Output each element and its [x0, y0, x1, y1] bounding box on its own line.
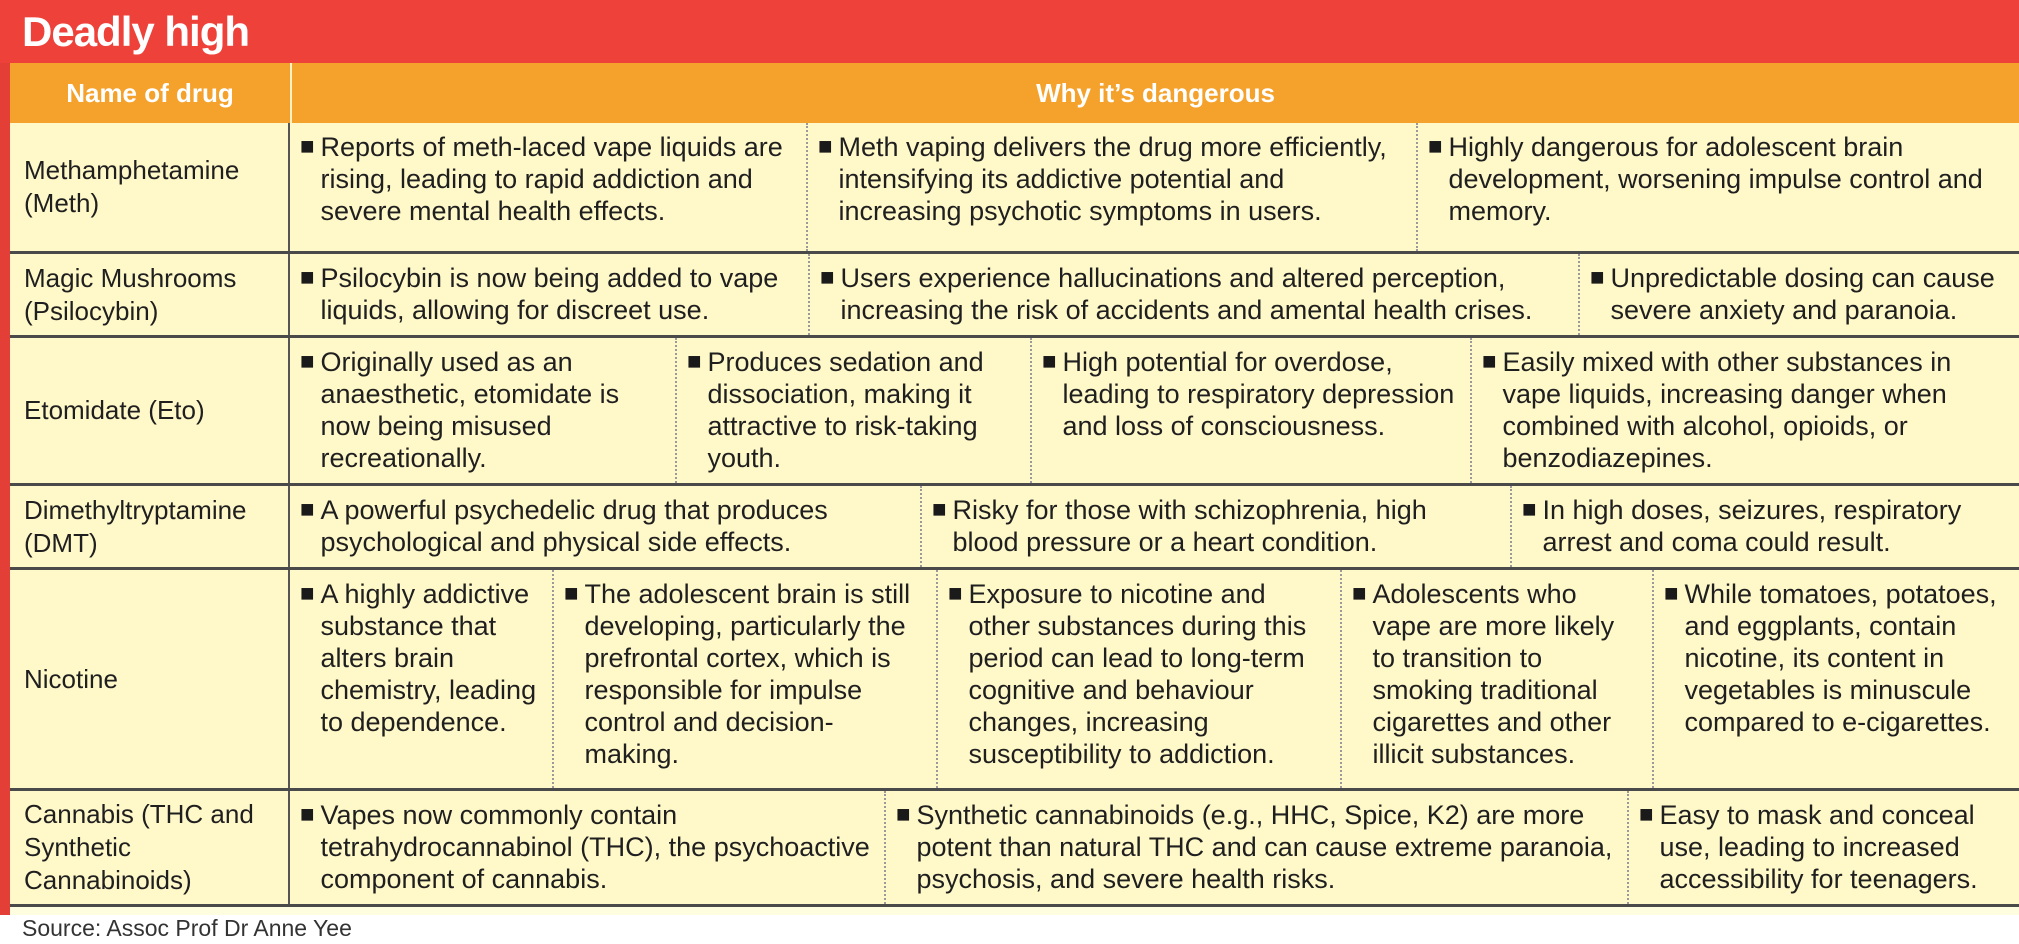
- reason-cell: [938, 570, 1342, 788]
- reason-cell: [1472, 338, 2019, 483]
- bullet-icon: ■: [1352, 580, 1367, 607]
- reason-cell: [808, 123, 1418, 251]
- reason-cell: [677, 338, 1032, 483]
- reason-text: Adolescents who vape are more likely to transition to smoking traditional cigarettes and other illicit substances.: [1372, 579, 1615, 769]
- reason-cells: [290, 338, 2019, 483]
- title-bar: [0, 0, 2019, 63]
- bullet-icon: ■: [896, 801, 911, 828]
- reason-cell: [1580, 254, 2019, 335]
- bullet-icon: ■: [820, 264, 835, 291]
- table-row: [10, 791, 2019, 907]
- reason-cell: [1654, 570, 2019, 788]
- reason-text: Easily mixed with other substances in vape liquids, increasing danger when combined with alcohol, opioids, or benzodiazepines.: [1502, 347, 1952, 473]
- reason-cell: [554, 570, 938, 788]
- reason-text: Originally used as an anaesthetic, etomidate is now being misused recreationally.: [320, 347, 620, 473]
- table-row: [10, 338, 2019, 486]
- reason-text: Psilocybin is now being added to vape liquids, allowing for discreet use.: [320, 263, 779, 325]
- reason-text: In high doses, seizures, respiratory arrest and coma could result.: [1542, 495, 1962, 557]
- bullet-icon: ■: [1428, 133, 1443, 160]
- reason-cell: [1629, 791, 2019, 904]
- reason-cells: [290, 791, 2019, 904]
- bullet-icon: ■: [564, 580, 579, 607]
- table-row: [10, 570, 2019, 791]
- bullet-icon: ■: [300, 133, 315, 160]
- drug-name: Dimethyltryptamine (DMT): [10, 486, 290, 567]
- bullet-icon: ■: [300, 348, 315, 375]
- reason-cell: [1512, 486, 2019, 567]
- header-drug-name: Name of drug: [10, 63, 292, 123]
- table-header: [10, 63, 2019, 123]
- reason-cells: [290, 123, 2019, 251]
- reason-text: Risky for those with schizophrenia, high blood pressure or a heart condition.: [952, 495, 1427, 557]
- bullet-icon: ■: [300, 496, 315, 523]
- reason-cell: [290, 570, 554, 788]
- reason-cells: [290, 570, 2019, 788]
- source-credit: Source: Assoc Prof Dr Anne Yee: [22, 915, 352, 941]
- drug-name: Magic Mushrooms (Psilocybin): [10, 254, 290, 335]
- bullet-icon: ■: [1639, 801, 1654, 828]
- drug-name: Methamphetamine (Meth): [10, 123, 290, 251]
- left-accent-bar: [0, 0, 10, 915]
- bullet-icon: ■: [948, 580, 963, 607]
- table-row: [10, 254, 2019, 338]
- bullet-icon: ■: [300, 580, 315, 607]
- reason-text: A highly addictive substance that alters brain chemistry, leading to dependence.: [320, 579, 537, 737]
- header-why-dangerous: Why it’s dangerous: [1036, 77, 1275, 108]
- reason-cell: [1342, 570, 1654, 788]
- reason-text: Users experience hallucinations and altered perception, increasing the risk of accidents and amental health crises.: [840, 263, 1533, 325]
- reason-text: Meth vaping delivers the drug more efficiently, intensifying its addictive potential and increasing psychotic symptoms in users.: [838, 132, 1387, 226]
- reason-text: Easy to mask and conceal use, leading to increased accessibility for teenagers.: [1659, 800, 1978, 894]
- table-row: [10, 486, 2019, 570]
- bullet-icon: ■: [1664, 580, 1679, 607]
- drug-name: Nicotine: [10, 570, 290, 788]
- reason-text: While tomatoes, potatoes, and eggplants, contain nicotine, its content in vegetables is minuscule compared to e-cigarettes.: [1684, 579, 1997, 737]
- reason-cell: [1032, 338, 1472, 483]
- page-title: Deadly high: [22, 7, 250, 55]
- bullet-icon: ■: [300, 264, 315, 291]
- reason-text: Produces sedation and dissociation, making it attractive to risk-taking youth.: [707, 347, 984, 473]
- bullet-icon: ■: [1590, 264, 1605, 291]
- drug-name: Cannabis (THC and Synthetic Cannabinoids): [10, 791, 290, 904]
- table-row: [10, 123, 2019, 254]
- bullet-icon: ■: [300, 801, 315, 828]
- reason-text: Reports of meth-laced vape liquids are rising, leading to rapid addiction and severe mental health effects.: [320, 132, 783, 226]
- reason-text: Vapes now commonly contain tetrahydrocannabinol (THC), the psychoactive component of cannabis.: [320, 800, 870, 894]
- reason-cell: [922, 486, 1512, 567]
- reason-text: Unpredictable dosing can cause severe anxiety and paranoia.: [1610, 263, 1995, 325]
- reason-cell: [290, 254, 810, 335]
- reason-cell: [290, 486, 922, 567]
- bullet-icon: ■: [932, 496, 947, 523]
- drug-name: Etomidate (Eto): [10, 338, 290, 483]
- reason-text: Synthetic cannabinoids (e.g., HHC, Spice, K2) are more potent than natural THC and can cause extreme paranoia, psychosis, and severe health risks.: [916, 800, 1613, 894]
- reason-text: A powerful psychedelic drug that produces psychological and physical side effects.: [320, 495, 828, 557]
- reason-cells: [290, 486, 2019, 567]
- reason-cell: [290, 338, 677, 483]
- bullet-icon: ■: [818, 133, 833, 160]
- reason-text: The adolescent brain is still developing, particularly the prefrontal cortex, which is responsible for impulse control and decision-making.: [584, 579, 911, 769]
- reason-text: High potential for overdose, leading to respiratory depression and loss of consciousness.: [1062, 347, 1455, 441]
- reason-text: Exposure to nicotine and other substances during this period can lead to long-term cognitive and behaviour changes, increasing susceptibility to addiction.: [968, 579, 1307, 769]
- drug-table: [10, 123, 2019, 907]
- reason-cell: [1418, 123, 2019, 251]
- bullet-icon: ■: [687, 348, 702, 375]
- reason-cell: [290, 123, 808, 251]
- reason-cells: [290, 254, 2019, 335]
- reason-cell: [886, 791, 1629, 904]
- bullet-icon: ■: [1482, 348, 1497, 375]
- bullet-icon: ■: [1522, 496, 1537, 523]
- reason-cell: [290, 791, 886, 904]
- bullet-icon: ■: [1042, 348, 1057, 375]
- reason-text: Highly dangerous for adolescent brain development, worsening impulse control and memory.: [1448, 132, 1983, 226]
- reason-cell: [810, 254, 1580, 335]
